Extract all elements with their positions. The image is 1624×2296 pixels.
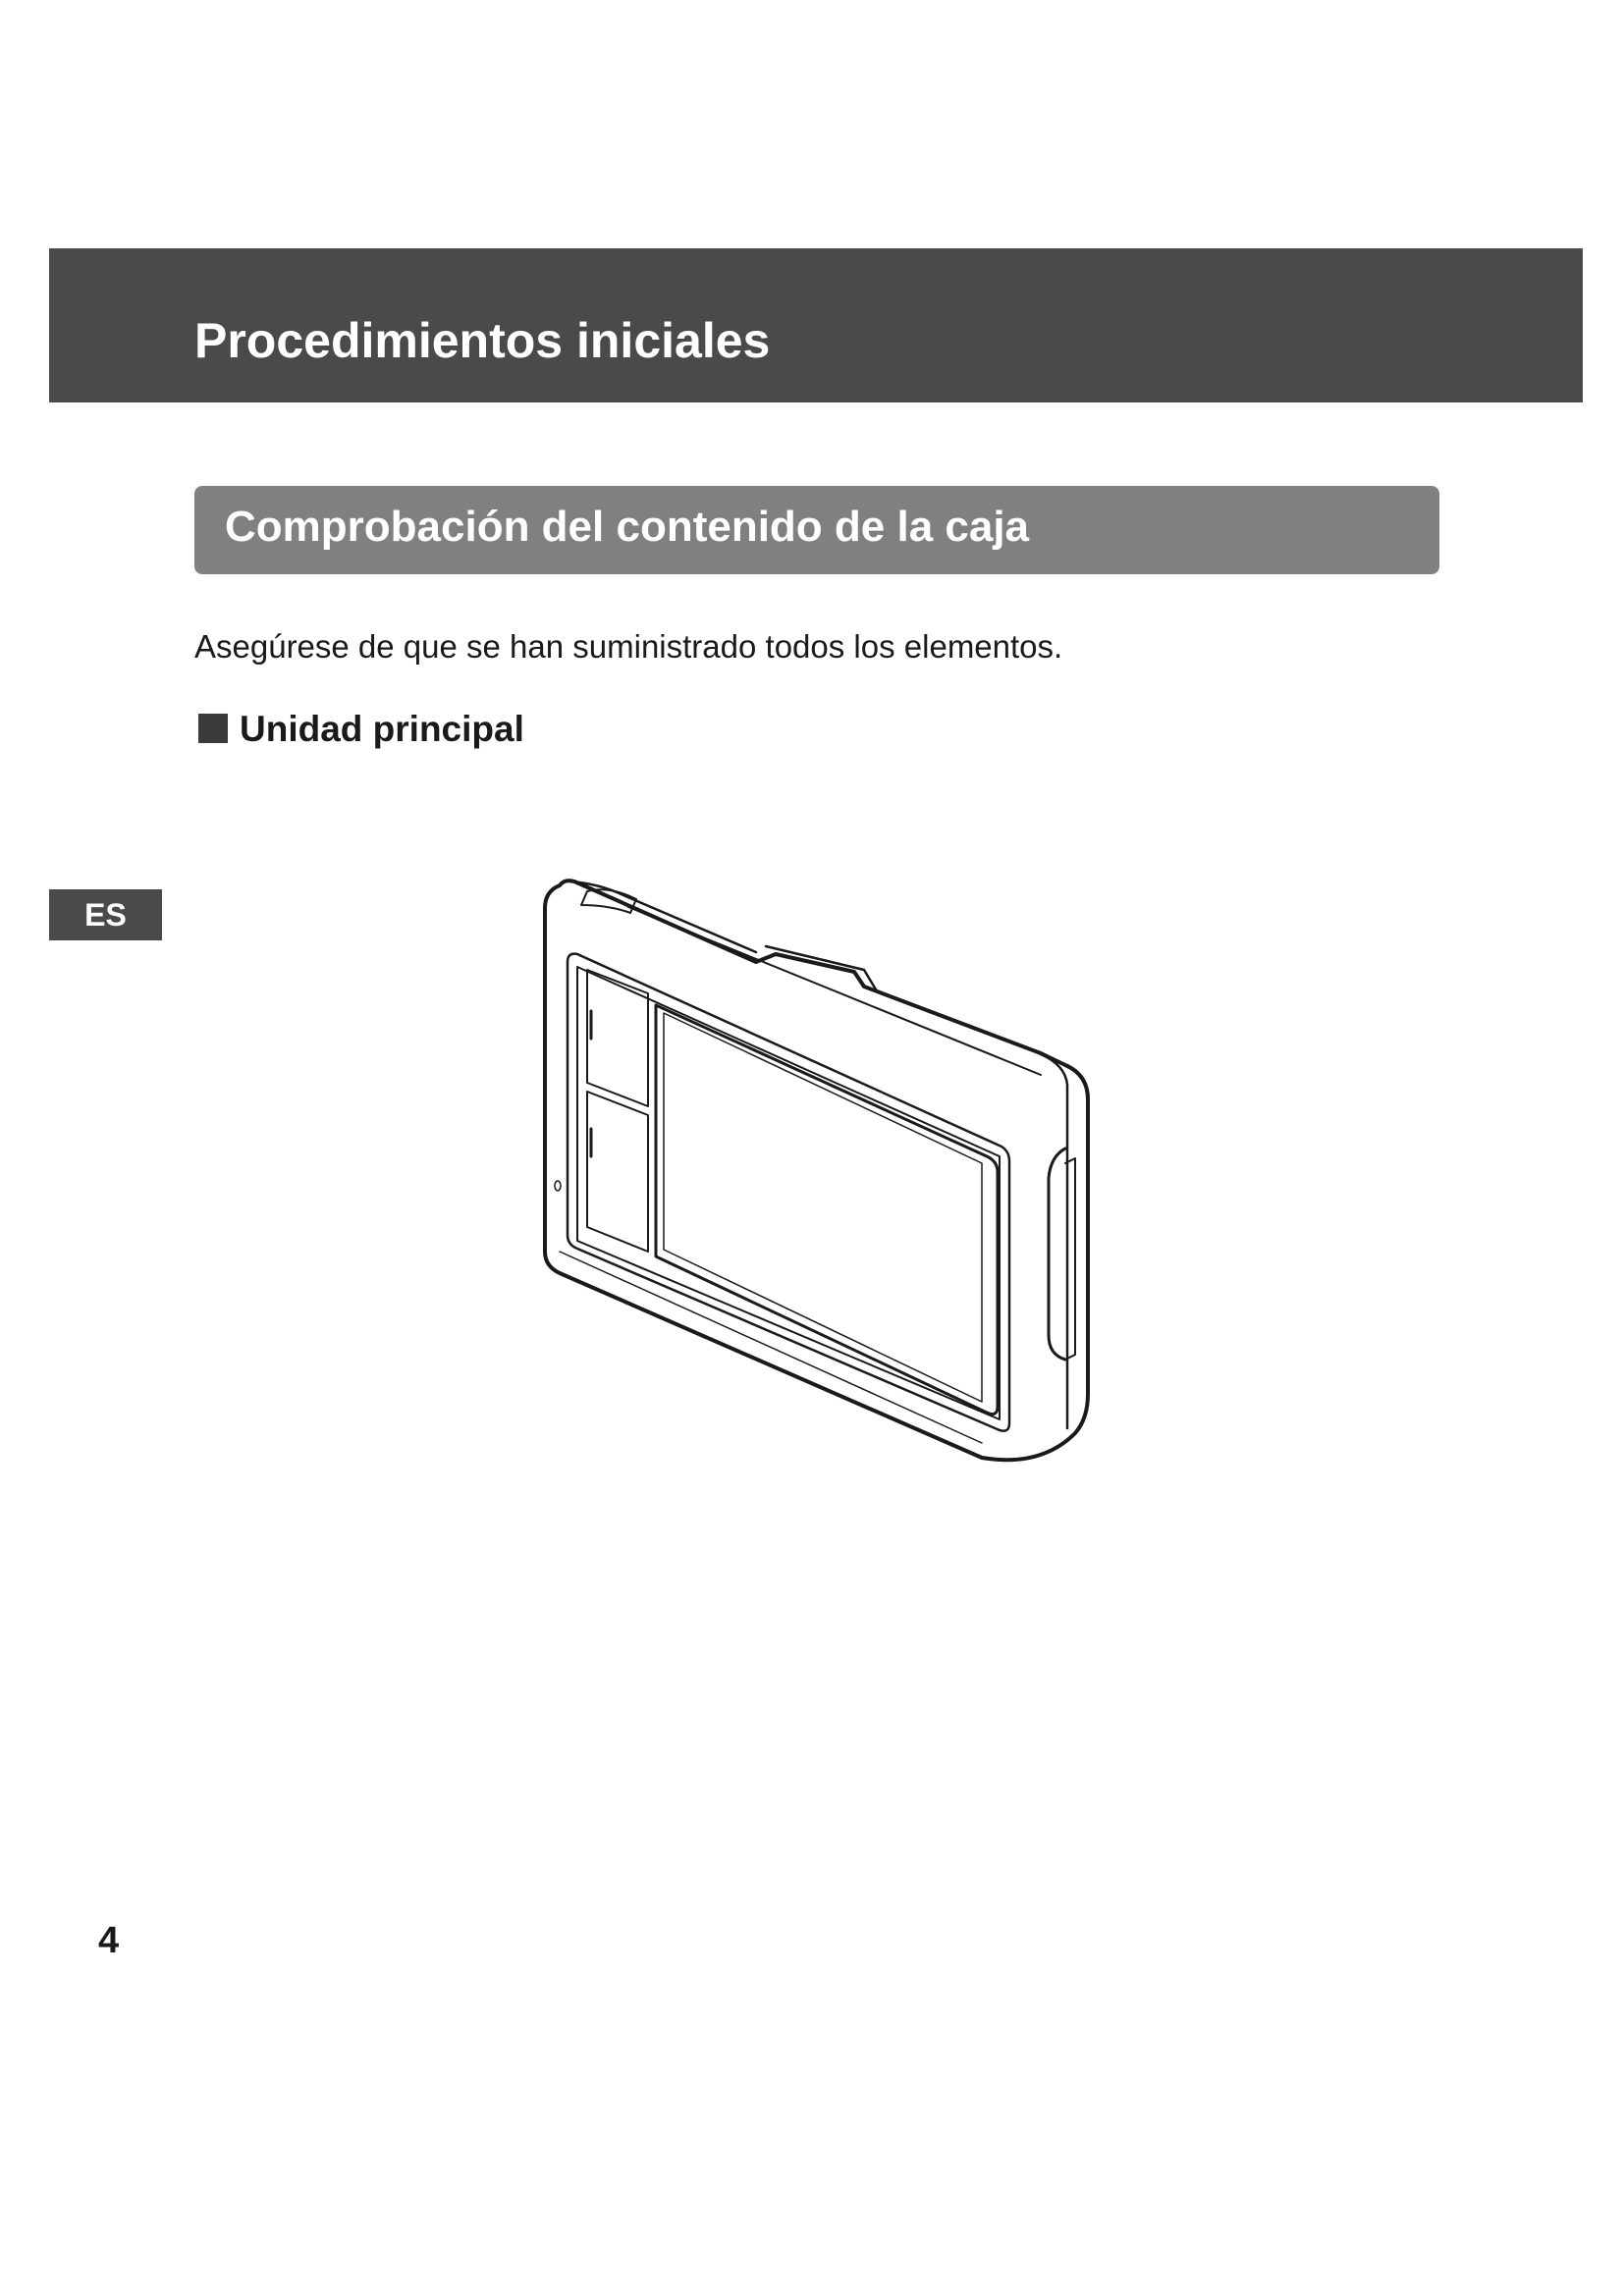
device-top-ridge (628, 907, 1041, 1075)
screen-bezel (568, 954, 1009, 1431)
control-panel-upper (587, 970, 648, 1106)
device-side-panel (1049, 1148, 1065, 1360)
intro-paragraph: Asegúrese de que se han suministrado todos los elementos. (194, 628, 1063, 665)
device-body-outline (545, 881, 1088, 1460)
device-right-bevel (1041, 1054, 1067, 1428)
subsection-heading (198, 707, 524, 750)
language-tab: ES (49, 889, 162, 940)
section-title: Comprobación del contenido de la caja (225, 503, 1030, 551)
screen-display-inner (664, 1013, 982, 1402)
device-top-slot (581, 889, 636, 913)
chapter-title: Procedimientos iniciales (194, 313, 771, 368)
square-bullet-icon (198, 714, 228, 743)
device-bottom-edge (560, 1252, 982, 1443)
page-number: 4 (98, 1920, 120, 1961)
main-unit-illustration (530, 864, 1100, 1472)
subsection-title: Unidad principal (240, 708, 524, 749)
indicator-lamp (555, 1181, 561, 1191)
screen-inner-bezel (577, 967, 1000, 1419)
control-panel-lower (587, 1092, 648, 1252)
